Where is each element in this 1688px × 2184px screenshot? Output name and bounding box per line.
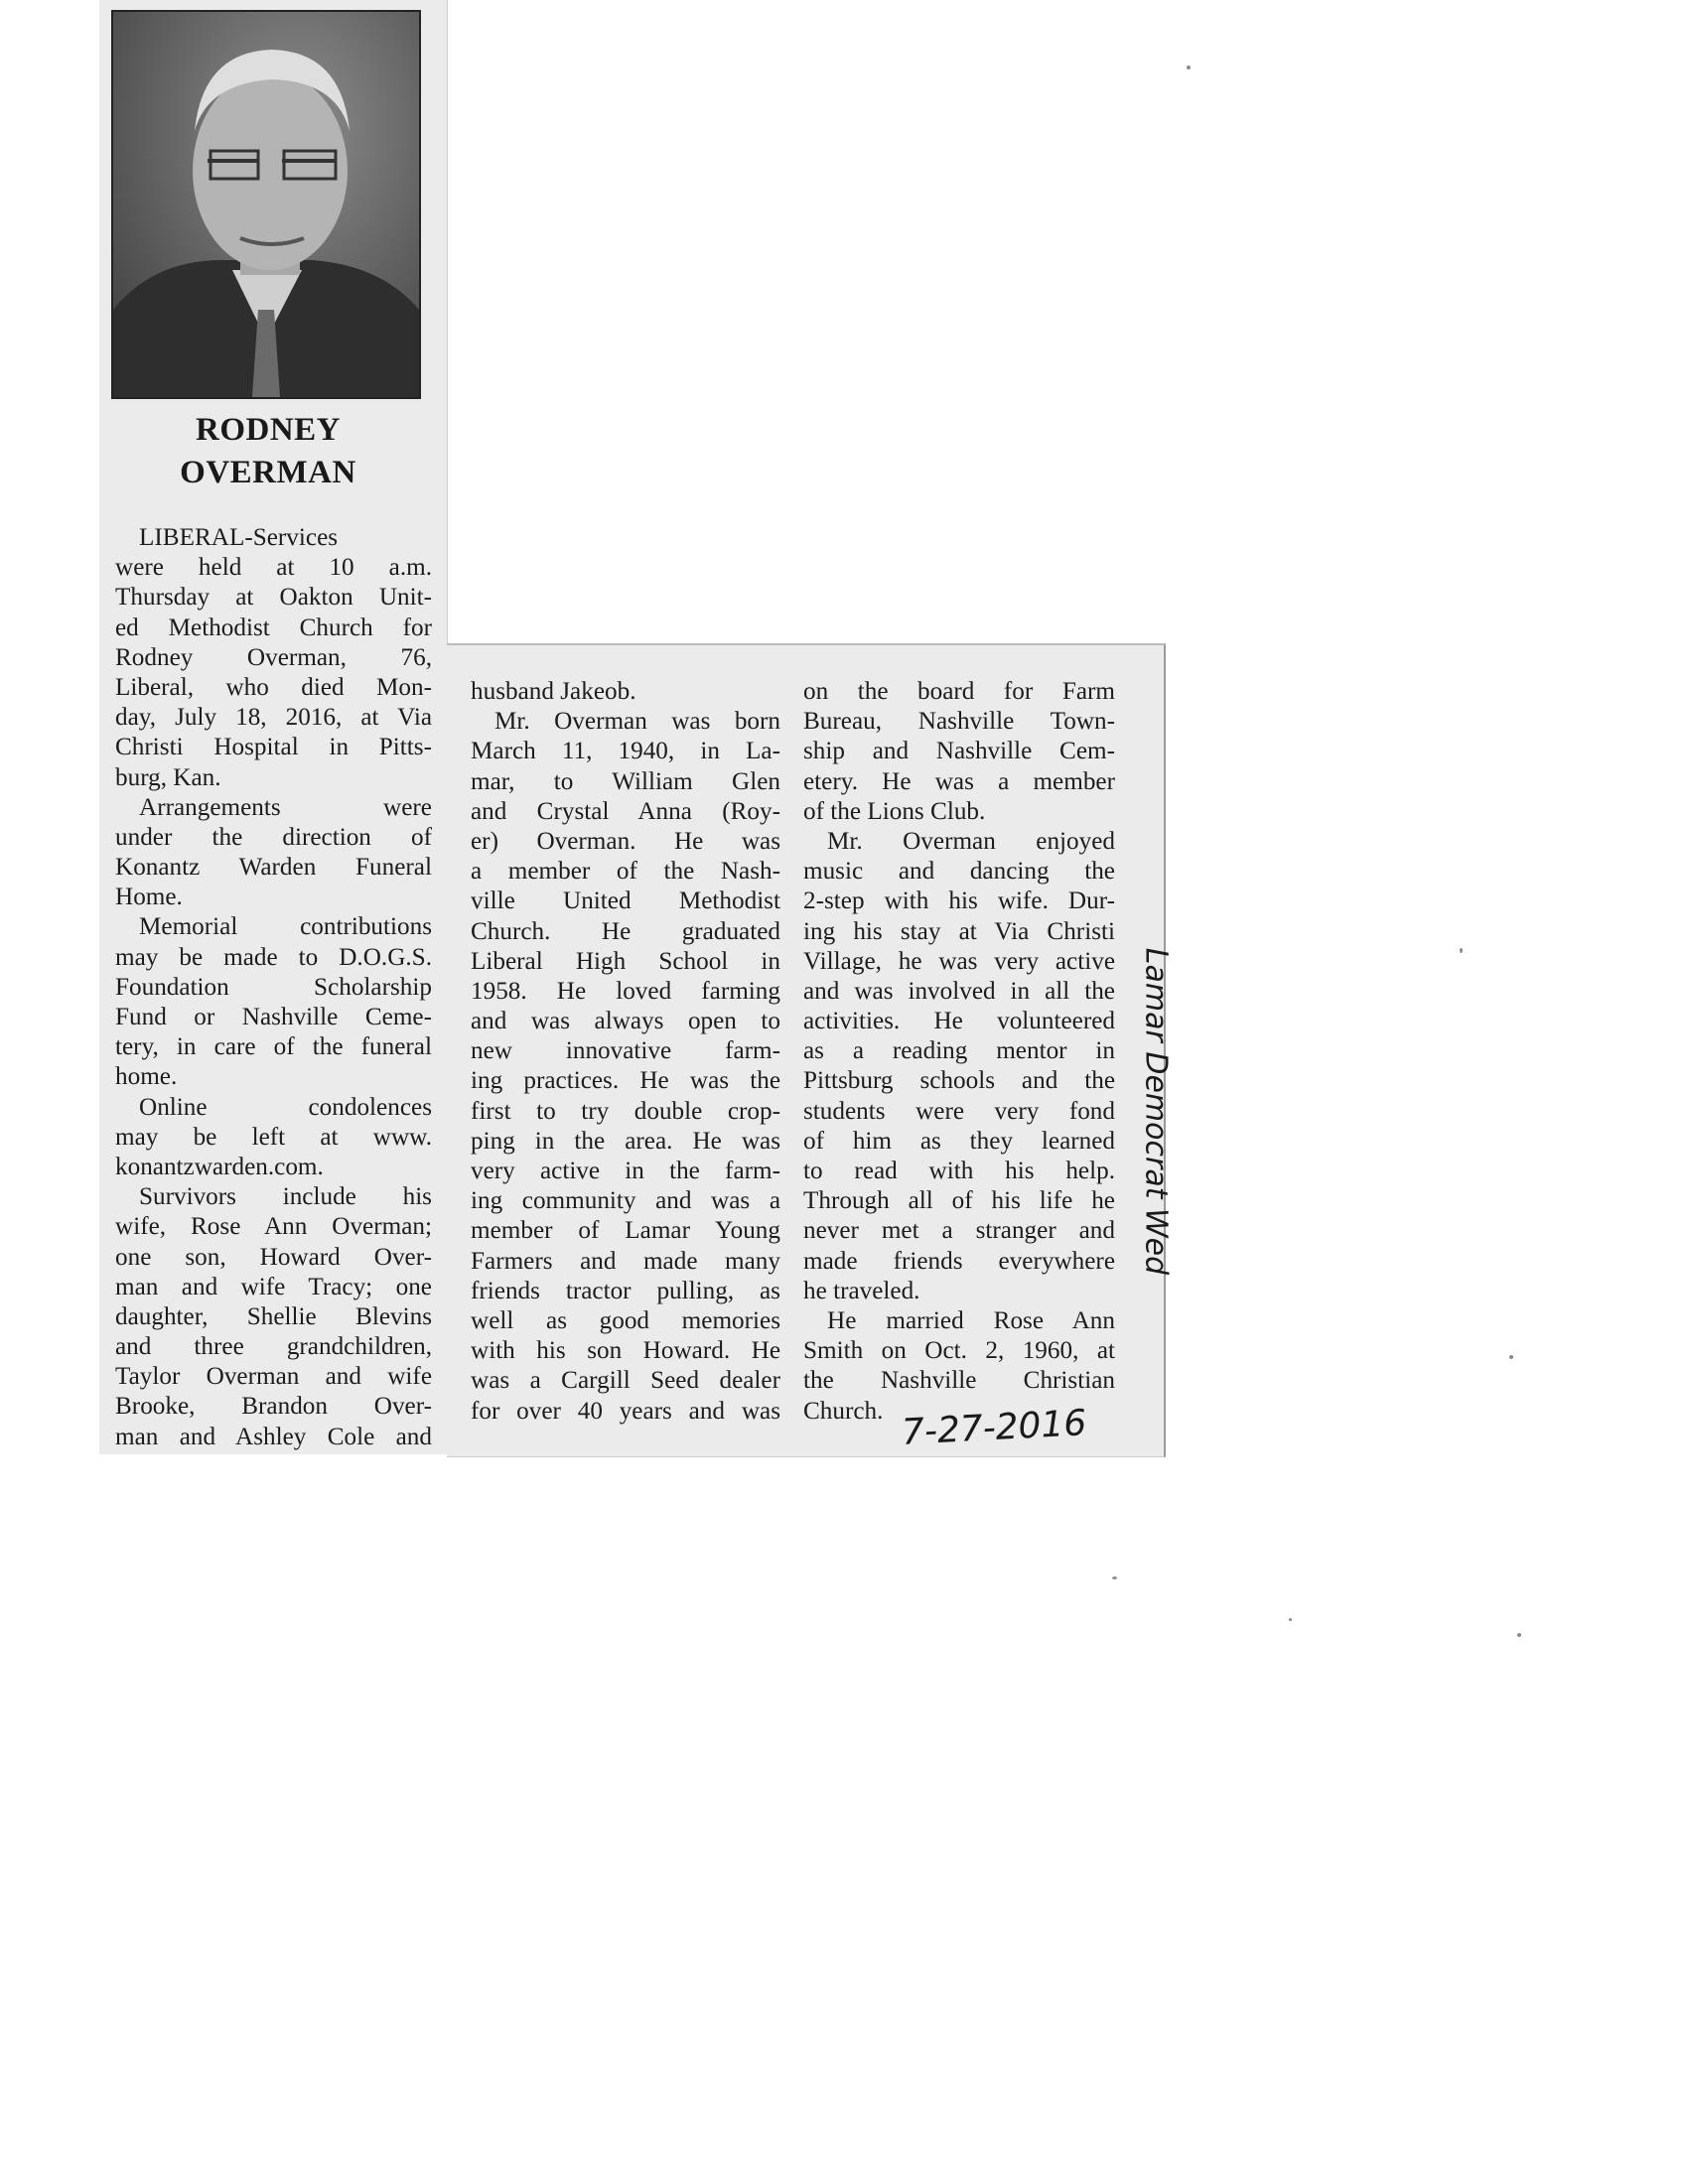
text-line: ing community and was a [471, 1187, 780, 1215]
article-column-1 [115, 523, 432, 1452]
scan-speck [1509, 1355, 1513, 1359]
text-line: the Nashville Christian [803, 1367, 1115, 1395]
text-line: and Crystal Anna (Roy- [471, 797, 780, 825]
text-line: was a Cargill Seed dealer [471, 1367, 780, 1395]
text-line: students were very fond [803, 1097, 1115, 1125]
handwritten-date: 7-27-2016 [901, 1403, 1088, 1453]
article-column-2 [471, 677, 780, 1427]
handwritten-source-note: Lamar Democrat Wed [1138, 947, 1174, 1276]
text-line: very active in the farm- [471, 1158, 780, 1184]
scan-speck [1289, 1618, 1292, 1621]
text-line: He married Rose Ann [827, 1306, 1115, 1334]
text-line: may be made to D.O.G.S. [115, 943, 432, 971]
text-line: ing his stay at Via Christi [803, 917, 1115, 945]
text-line: man and Ashley Cole and [115, 1423, 432, 1450]
text-line: LIBERAL-Services [139, 524, 339, 551]
scan-speck [1517, 1633, 1521, 1637]
text-line: Foundation Scholarship [115, 973, 432, 1001]
text-line: day, July 18, 2016, at Via [115, 704, 432, 732]
obituary-headline [111, 409, 425, 494]
text-line: new innovative farm- [471, 1037, 780, 1065]
text-line: he traveled. [803, 1277, 920, 1304]
scan-speck [1460, 948, 1463, 953]
text-line: man and wife Tracy; one [115, 1273, 432, 1300]
text-line: Mr. Overman enjoyed [827, 827, 1115, 855]
text-line: a member of the Nash- [471, 858, 780, 886]
text-line: ville United Methodist [471, 887, 780, 915]
text-line: on the board for Farm [803, 678, 1115, 705]
text-line: ping in the area. He was [471, 1127, 780, 1155]
text-line: under the direction of [115, 823, 432, 851]
text-line: husband Jakeob. [471, 678, 636, 705]
text-line: etery. He was a member [803, 767, 1115, 795]
text-line: as a reading mentor in [803, 1037, 1115, 1065]
text-line: tery, in care of the funeral [115, 1033, 432, 1061]
text-line: Bureau, Nashville Town- [803, 708, 1115, 736]
text-line: and three grandchildren, [115, 1333, 432, 1361]
portrait-photo [111, 10, 421, 399]
text-line: home. [115, 1063, 178, 1091]
text-line: March 11, 1940, in La- [471, 738, 780, 765]
scan-speck [1187, 66, 1191, 69]
text-line: well as good memories [471, 1306, 780, 1334]
text-line: konantzwarden.com. [115, 1153, 324, 1180]
text-line: with his son Howard. He [471, 1337, 780, 1365]
text-line: Church. [803, 1397, 884, 1425]
text-line: music and dancing the [803, 858, 1115, 886]
text-line: and was always open to [471, 1008, 780, 1035]
text-line: activities. He volunteered [803, 1008, 1115, 1035]
text-line: ed Methodist Church for [115, 614, 432, 641]
text-line: ship and Nashville Cem- [803, 738, 1115, 765]
text-line: friends tractor pulling, as [471, 1277, 780, 1304]
text-line: Brooke, Brandon Over- [115, 1393, 432, 1421]
text-line: Thursday at Oakton Unit- [115, 584, 432, 612]
text-line: Farmers and made many [471, 1247, 780, 1275]
text-line: Home. [115, 884, 183, 911]
text-line: Smith on Oct. 2, 1960, at [803, 1337, 1115, 1365]
text-line: one son, Howard Over- [115, 1243, 432, 1271]
text-line: Pittsburg schools and the [803, 1067, 1115, 1095]
text-line: member of Lamar Young [471, 1217, 780, 1245]
text-line: wife, Rose Ann Overman; [115, 1213, 432, 1241]
text-line: Fund or Nashville Ceme- [115, 1004, 432, 1030]
text-line: er) Overman. He was [471, 827, 780, 855]
text-line: of the Lions Club. [803, 797, 986, 825]
text-line: Mr. Overman was born [494, 708, 780, 736]
text-line: to read with his help. [803, 1158, 1115, 1184]
text-line: burg, Kan. [115, 763, 221, 791]
text-line: never met a stranger and [803, 1217, 1115, 1245]
text-line: Taylor Overman and wife [115, 1363, 432, 1391]
text-line: Arrangements were [139, 793, 432, 821]
text-line: Through all of his life he [803, 1187, 1115, 1215]
text-line: Liberal, who died Mon- [115, 673, 432, 701]
text-line: Liberal High School in [471, 947, 780, 975]
headline-line: OVERMAN [180, 455, 356, 490]
text-line: Konantz Warden Funeral [115, 854, 432, 882]
text-line: 2-step with his wife. Dur- [803, 887, 1115, 915]
text-line: ing practices. He was the [471, 1067, 780, 1095]
text-line: were held at 10 a.m. [115, 554, 432, 582]
text-line: daughter, Shellie Blevins [115, 1302, 432, 1330]
text-line: and was involved in all the [803, 977, 1115, 1005]
text-line: may be left at www. [115, 1123, 432, 1151]
text-line: made friends everywhere [803, 1247, 1115, 1275]
text-line: Church. He graduated [471, 917, 780, 945]
text-line: of him as they learned [803, 1127, 1115, 1155]
text-line: Memorial contributions [139, 913, 432, 941]
text-line: first to try double crop- [471, 1097, 780, 1125]
text-line: for over 40 years and was [471, 1397, 780, 1425]
text-line: mar, to William Glen [471, 767, 780, 795]
text-line: 1958. He loved farming [471, 977, 780, 1005]
text-line: Rodney Overman, 76, [115, 643, 432, 671]
text-line: Christi Hospital in Pitts- [115, 734, 432, 761]
scan-speck [1112, 1576, 1117, 1579]
article-column-3 [803, 677, 1115, 1427]
text-line: Survivors include his [139, 1183, 432, 1211]
text-line: Online condolences [139, 1093, 432, 1121]
text-line: Village, he was very active [803, 947, 1115, 975]
headline-line: RODNEY [195, 412, 341, 448]
